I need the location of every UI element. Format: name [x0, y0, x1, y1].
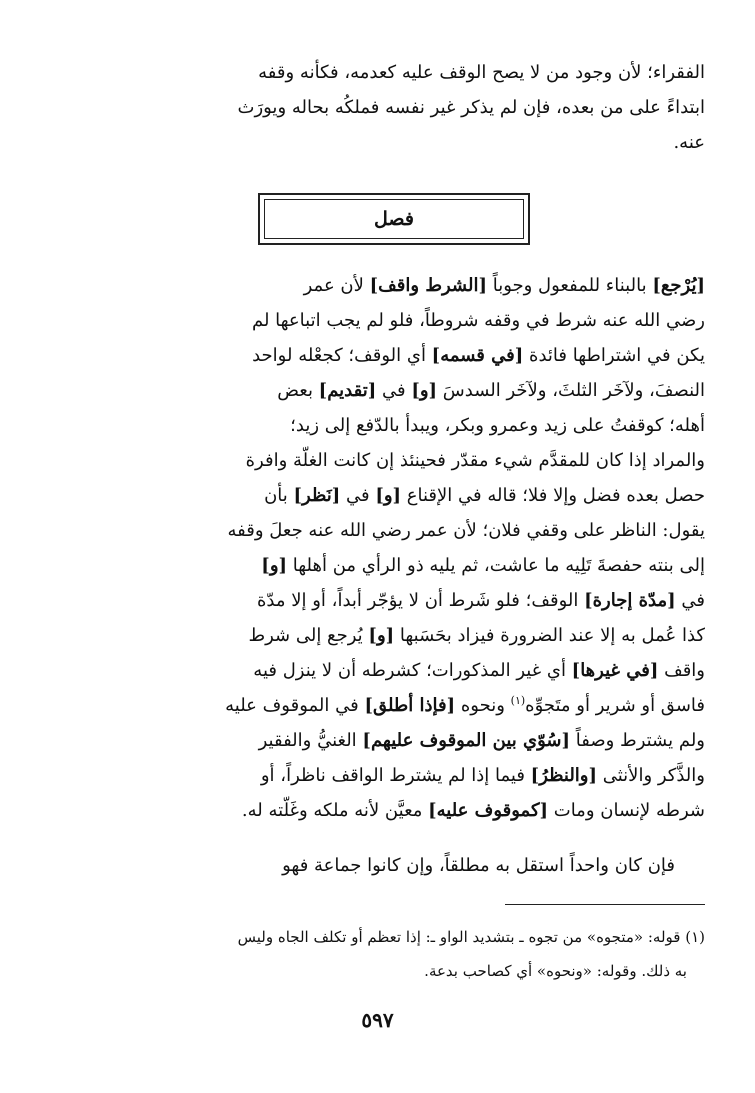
body-line — [45, 618, 705, 653]
section-heading-inner-frame — [264, 199, 524, 239]
bold-term: [يُرْجع] — [652, 275, 705, 296]
text-run: ونحوه — [455, 695, 511, 716]
text-run: فاسق أو شرير أو متَجوِّه — [525, 695, 705, 716]
text-run: بالبناء للمفعول وجوباً — [487, 275, 653, 296]
text-run: رضي الله عنه شرط في وقفه شروطاً، فلو لم يجب اتباعها لم — [251, 310, 705, 331]
text-run: والذَّكر والأنثى — [597, 765, 705, 786]
bold-term: [تقديم] — [318, 380, 377, 401]
text-run: والمراد إذا كان للمقدَّم شيء مقدّر فحينئذ إن كانت الغلّة وافرة — [245, 450, 705, 471]
body-line — [45, 688, 705, 723]
footnote-reference: (١) — [510, 694, 526, 707]
bold-term: [والنظرُ] — [530, 765, 598, 786]
page-number: ٥٩٧ — [361, 1008, 394, 1032]
bold-term: [سُوّي بين الموقوف عليهم] — [362, 730, 571, 751]
text-run: في — [340, 485, 376, 506]
bold-term: [و] — [368, 625, 395, 646]
body-line — [45, 478, 705, 513]
text-run: في — [376, 380, 412, 401]
footnote-line: به ذلك. وقوله: «ونحوه» أي كصاحب بدعة. — [424, 962, 687, 980]
text-run: يقول: الناظر على وقفي فلان؛ لأن عمر رضي الله عنه جعلَ وقفه — [227, 520, 705, 541]
body-line — [45, 373, 705, 408]
body-line — [45, 513, 705, 548]
text-run: أي غير المذكورات؛ كشرطه أن لا ينزل فيه — [253, 660, 572, 681]
body-line — [45, 793, 705, 828]
text-run: شرطه لإنسان ومات — [548, 800, 705, 821]
body-line — [45, 548, 705, 583]
text-run: يكن في اشتراطها فائدة — [523, 345, 705, 366]
body-line — [45, 268, 705, 303]
closing-paragraph — [45, 848, 705, 883]
body-line — [45, 583, 705, 618]
footnote-block — [45, 920, 705, 988]
text-run: حصل بعده فضل وإلا فلا؛ قاله في الإقناع — [401, 485, 705, 506]
text-run: بعض — [277, 380, 319, 401]
body-line — [45, 443, 705, 478]
bold-term: [نَظر] — [293, 485, 341, 506]
text-run: فيما إذا لم يشترط الواقف ناظراً، أو — [260, 765, 531, 786]
main-paragraph — [45, 268, 705, 828]
text-run: الغنيُّ والفقير — [258, 730, 363, 751]
text-run: لأن عمر — [303, 275, 370, 296]
text-run: أي الوقف؛ كجعْله لواحد — [252, 345, 432, 366]
text-run: في الموقوف عليه — [225, 695, 365, 716]
text-run: في — [675, 590, 705, 611]
bold-term: [مدّة إجارة] — [584, 590, 676, 611]
bold-term: [و] — [375, 485, 402, 506]
text-run: كذا عُمل به إلا عند الضرورة فيزاد بحَسَبها — [394, 625, 705, 646]
body-line — [45, 653, 705, 688]
bold-term: [و] — [411, 380, 438, 401]
section-heading: فصل — [374, 208, 414, 230]
text-run: الوقف؛ فلو شَرط أن لا يؤجّر أبداً، أو إلا مدّة — [257, 590, 585, 611]
text-run: أهله؛ كوقفتُ على زيد وعمرو وبكر، ويبدأ بالدّفع إلى زيد؛ — [290, 415, 705, 436]
footnote-separator — [505, 904, 705, 905]
bold-term: [فإذا أطلق] — [364, 695, 456, 716]
text-run: يُرجع إلى شرط — [248, 625, 369, 646]
bold-term: [في غيرها] — [571, 660, 659, 681]
bold-term: [كموقوف عليه] — [428, 800, 549, 821]
closing-line: فإن كان واحداً استقل به مطلقاً، وإن كانوا جماعة فهو — [282, 855, 675, 876]
text-run: ولم يشترط وصفاً — [570, 730, 705, 751]
text-run: واقف — [658, 660, 705, 681]
section-heading-frame — [258, 193, 530, 245]
body-line — [45, 758, 705, 793]
body-line — [45, 338, 705, 373]
text-run: بأن — [264, 485, 294, 506]
body-line — [45, 408, 705, 443]
body-line — [45, 723, 705, 758]
intro-line: عنه. — [673, 132, 705, 153]
footnote-line: (١) قوله: «متجوه» من تجوه ـ بتشديد الواو ـ: إذا تعظم أو تكلف الجاه وليس — [237, 928, 705, 946]
body-line — [45, 303, 705, 338]
text-run: إلى بنته حفصةَ تَلِيه ما عاشت، ثم يليه ذو الرأي من أهلها — [287, 555, 705, 576]
intro-paragraph — [45, 55, 705, 160]
intro-line: ابتداءً على من بعده، فإن لم يذكر غير نفسه فملكُه بحاله ويورَث — [237, 97, 705, 118]
text-run: النصفَ، ولآخَر الثلثَ، ولآخَر السدسَ — [437, 380, 705, 401]
intro-line: الفقراء؛ لأن وجود من لا يصح الوقف عليه كعدمه، فكأنه وقفه — [258, 62, 705, 83]
text-run: معيَّن لأنه ملكه وغَلّته له. — [241, 800, 429, 821]
bold-term: [و] — [261, 555, 288, 576]
bold-term: [في قسمه] — [431, 345, 524, 366]
bold-term: [الشرط واقف] — [369, 275, 487, 296]
